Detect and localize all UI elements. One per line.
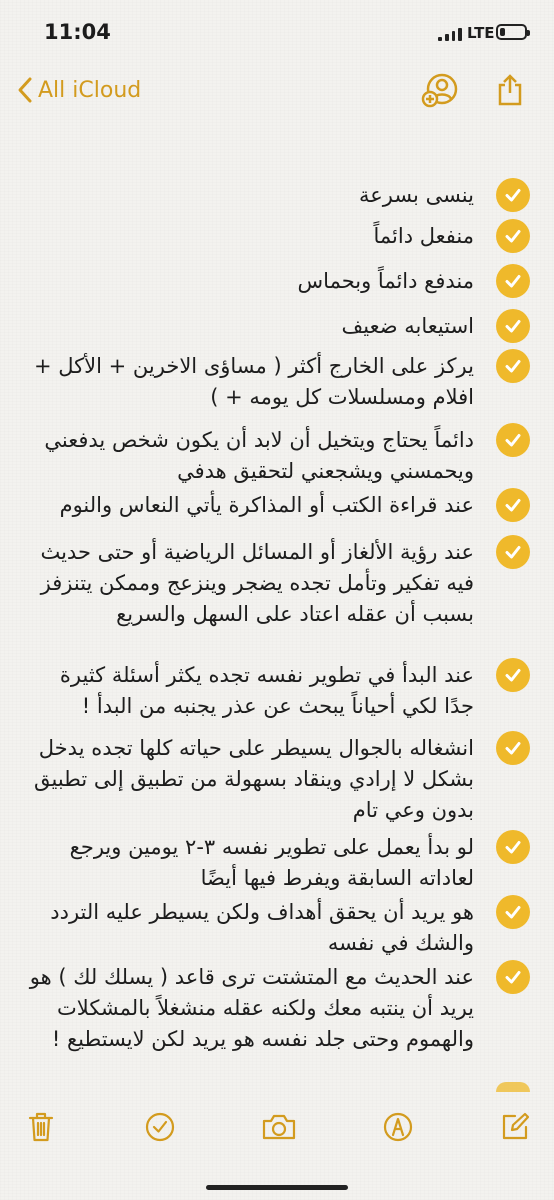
compose-button[interactable] [494, 1106, 536, 1148]
compose-icon [499, 1111, 531, 1143]
checkmark-icon [503, 495, 523, 515]
checkmark-circle-icon [144, 1111, 176, 1143]
back-label: All iCloud [38, 77, 142, 103]
partial-checkbox[interactable] [496, 1082, 530, 1092]
status-bar [0, 0, 554, 64]
signal-strength-icon [438, 27, 462, 41]
checklist-checkbox[interactable] [496, 960, 530, 994]
battery-icon [496, 24, 527, 40]
checklist-item-text[interactable]: يركز على الخارج أكثر ( مساؤى الاخرين + الأكل + افلام ومسلسلات كل يومه + ) [34, 354, 474, 409]
share-button[interactable] [490, 70, 530, 110]
checklist-item-text[interactable]: عند الحديث مع المتشتت ترى قاعد ( يسلك لك ) هو يريد أن ينتبه معك ولكنه عقله منشغلاً بالمشكلات والهموم وحتى جلد نفسه هو يريد لكن لايستطيع ! [29, 965, 474, 1051]
checkmark-icon [503, 967, 523, 987]
back-button[interactable] [16, 72, 141, 108]
camera-button[interactable] [258, 1106, 300, 1148]
camera-icon [261, 1112, 297, 1142]
checklist-checkbox[interactable] [496, 178, 530, 212]
checklist-item-text[interactable]: منفعل دائماً [373, 224, 474, 248]
checklist-item-text[interactable]: انشغاله بالجوال يسيطر على حياته كلها تجده يدخل بشكل لا إرادي وينقاد بسهولة من تطبيق إلى تطبيق بدون وعي تام [33, 736, 474, 822]
checklist-button[interactable] [139, 1106, 181, 1148]
home-indicator [206, 1185, 348, 1190]
checklist-item-text[interactable]: هو يريد أن يحقق أهداف ولكن يسيطر عليه التردد والشك في نفسه [50, 900, 474, 955]
checklist-checkbox[interactable] [496, 488, 530, 522]
chevron-left-icon [16, 76, 34, 104]
checkmark-icon [503, 542, 523, 562]
checklist-checkbox[interactable] [496, 264, 530, 298]
battery-level [500, 28, 505, 36]
delete-button[interactable] [20, 1106, 62, 1148]
checkmark-icon [503, 185, 523, 205]
person-add-icon [421, 71, 459, 109]
checklist-item-text[interactable]: ينسى بسرعة [358, 183, 474, 207]
share-icon [495, 73, 525, 107]
checklist-item-text[interactable]: عند رؤية الألغاز أو المسائل الرياضية أو حتى حديث فيه تفكير وتأمل تجده يضجر وينزعج وممكن يتنزفز بسبب أن عقله اعتاد على السهل والسريع [40, 540, 474, 626]
checkmark-icon [503, 665, 523, 685]
checklist-checkbox[interactable] [496, 535, 530, 569]
checklist-checkbox[interactable] [496, 895, 530, 929]
checklist-checkbox[interactable] [496, 349, 530, 383]
carrier-label: LTE [467, 24, 495, 42]
checkmark-icon [503, 356, 523, 376]
checkmark-icon [503, 316, 523, 336]
checkmark-icon [503, 271, 523, 291]
checklist-item-text[interactable]: عند قراءة الكتب أو المذاكرة يأتي النعاس والنوم [59, 493, 474, 517]
checklist-checkbox[interactable] [496, 830, 530, 864]
checklist-checkbox[interactable] [496, 219, 530, 253]
checkmark-icon [503, 430, 523, 450]
share-person-button[interactable] [420, 70, 460, 110]
checkmark-icon [503, 738, 523, 758]
checkmark-icon [503, 902, 523, 922]
checkmark-icon [503, 837, 523, 857]
markup-button[interactable] [377, 1106, 419, 1148]
status-time: 11:04 [44, 20, 111, 44]
checklist-checkbox[interactable] [496, 423, 530, 457]
checklist-checkbox[interactable] [496, 309, 530, 343]
checkmark-icon [503, 226, 523, 246]
checklist-item-text[interactable]: عند البدأ في تطوير نفسه تجده يكثر أسئلة كثيرة جدًا لكي أحياناً يبحث عن عذر يجنبه من البدأ ! [59, 663, 474, 718]
checklist-item-text[interactable]: استيعابه ضعيف [341, 314, 474, 338]
trash-icon [27, 1111, 55, 1143]
checklist-checkbox[interactable] [496, 731, 530, 765]
bottom-toolbar [0, 1102, 554, 1152]
checklist-item-text[interactable]: دائماً يحتاج ويتخيل أن لابد أن يكون شخص يدفعني ويحمسني ويشجعني لتحقيق هدفي [44, 428, 474, 483]
navigation-bar [0, 64, 554, 116]
checklist-item-text[interactable]: مندفع دائماً وبحماس [297, 269, 474, 293]
markup-pen-icon [382, 1111, 414, 1143]
checklist-item-text[interactable]: لو بدأ يعمل على تطوير نفسه ٣-٢ يومين ويرجع لعاداته السابقة ويفرط فيها أيضًا [69, 835, 474, 890]
checklist-checkbox[interactable] [496, 658, 530, 692]
